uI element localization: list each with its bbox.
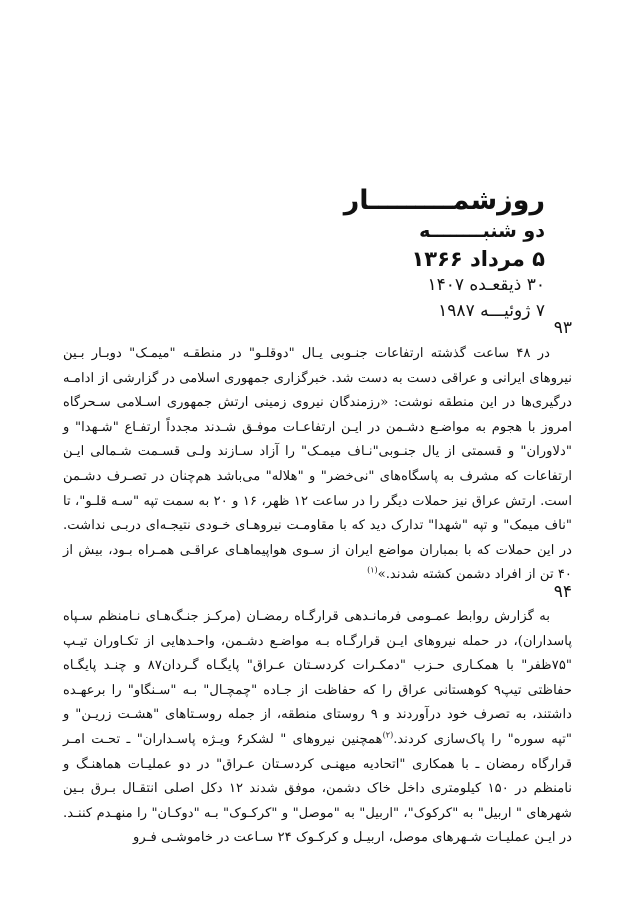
footnote-marker: (۲): [382, 730, 394, 740]
entry-text: به گزارش روابط عمـومی فرمانـدهی قرارگـاه رمضـان (مرکـز جنـگ‌هـای نـامنظم سـپاه پاسداران)، در حمله نیروهای ایـن قرارگـاه بـه مواضـع دشـمن، واحـدهایی از تکـاوران تیـپ "۷۵ظفر" با همکـاری حـزب "دمکـرات کردسـتان عـراق" پایگـاه گـردان۸۷ و چنـد پایگـاه حفاظتی تیپ۹ کوهستانی عراق را که حفاظت از جـاده "چمچـال" بـه "سـنگاو" را برعهـده داشتند، به تصرف خود درآوردند و ۹ روستای منطقه، از جمله روسـتاهای "هشـت زریـن" و "تپه سوره" را پاک‌سازی کردند.: [63, 609, 573, 747]
gregorian-date: ۷ ژوئیـــه ۱۹۸۷: [438, 301, 545, 321]
lunar-date: ۳۰ ذیقعـده ۱۴۰۷: [427, 275, 545, 295]
entry-paragraph: [63, 605, 572, 851]
entry-body: [63, 342, 572, 588]
entry-number: ۹۴: [553, 582, 572, 602]
solar-date: ۵ مرداد ۱۳۶۶: [411, 247, 545, 271]
entry-number: ۹۳: [553, 318, 572, 338]
footnote-marker: (۱): [367, 565, 378, 575]
entry-paragraph: [63, 342, 572, 588]
weekday-label: دو شنبــــــــه: [419, 220, 545, 242]
entry-text: همچنین نیروهای " لشکر۶ ویـژه پاسـداران" ـ تحـت امـر قرارگاه رمضان ـ با همکاری "اتحادیه میهنـی کردسـتان عـراق" در دو عملیـات هماهنـگ و نامنظم در ۱۵۰ کیلومتری داخل خاک دشمن، موفق شدند ۱۲ دکل اصلی انتقـال بـرق بـین شهرهای " اربیل" به "کرکوک"، "اربیل" به "موصل" و "کرکـوک" بـه "دوکـان" را منهـدم کننـد. در ایـن عملیـات شـهرهای موصل، اربیـل و کرکـوک ۲۴ سـاعت در خاموشـی فـرو: [63, 731, 573, 846]
page-title: روزشمـــــــــار: [343, 185, 545, 216]
date-header: [215, 186, 545, 324]
entry-text: در ۴۸ ساعت گذشته ارتفاعات جنـوبی یـال "دوقلـو" در منطقـه "میمـک" دوبـار بـین نیروهای ایرانی و عراقی دست به دست شد. خبرگزاری جمهوری اسلامی در گزارشی از ادامـه درگیری‌ها در این منطقه نوشت: «رزمندگان نیروی زمینی ارتش جمهوری اسـلامی سـحرگاه امروز با هجوم به مواضـع دشـمن در ایـن ارتفاعـات موفـق شـدند مجدداً ارتفـاع "شـهدا" و "دلاوران" و قسمتی از یال جنـوبی"نـاف میمـک" را آزاد سـازند ولـی قسـمت شـمالی ایـن ارتفاعات که مشرف به پاسگاه‌های "نی‌خضر" و "هلاله" می‌باشد هم‌چنان در تصـرف دشـمن است. ارتش عراق نیز حملات دیگر را در ساعت ۱۲ ظهر، ۱۶ و ۲۰ به سمت تپه "سـه قلـو"، تا "ناف میمک" و تپه "شهدا" تدارک دید که با مقاومـت نیروهـای خـودی نتیجـه‌ای دربـی نداشت. در این حملات که با بمباران مواضع ایران از سـوی هواپیماهـای عراقـی همـراه بـود، بیش از ۴۰ تن از افراد دشمن کشته شدند.»: [63, 346, 572, 583]
entry-body: [63, 605, 572, 851]
